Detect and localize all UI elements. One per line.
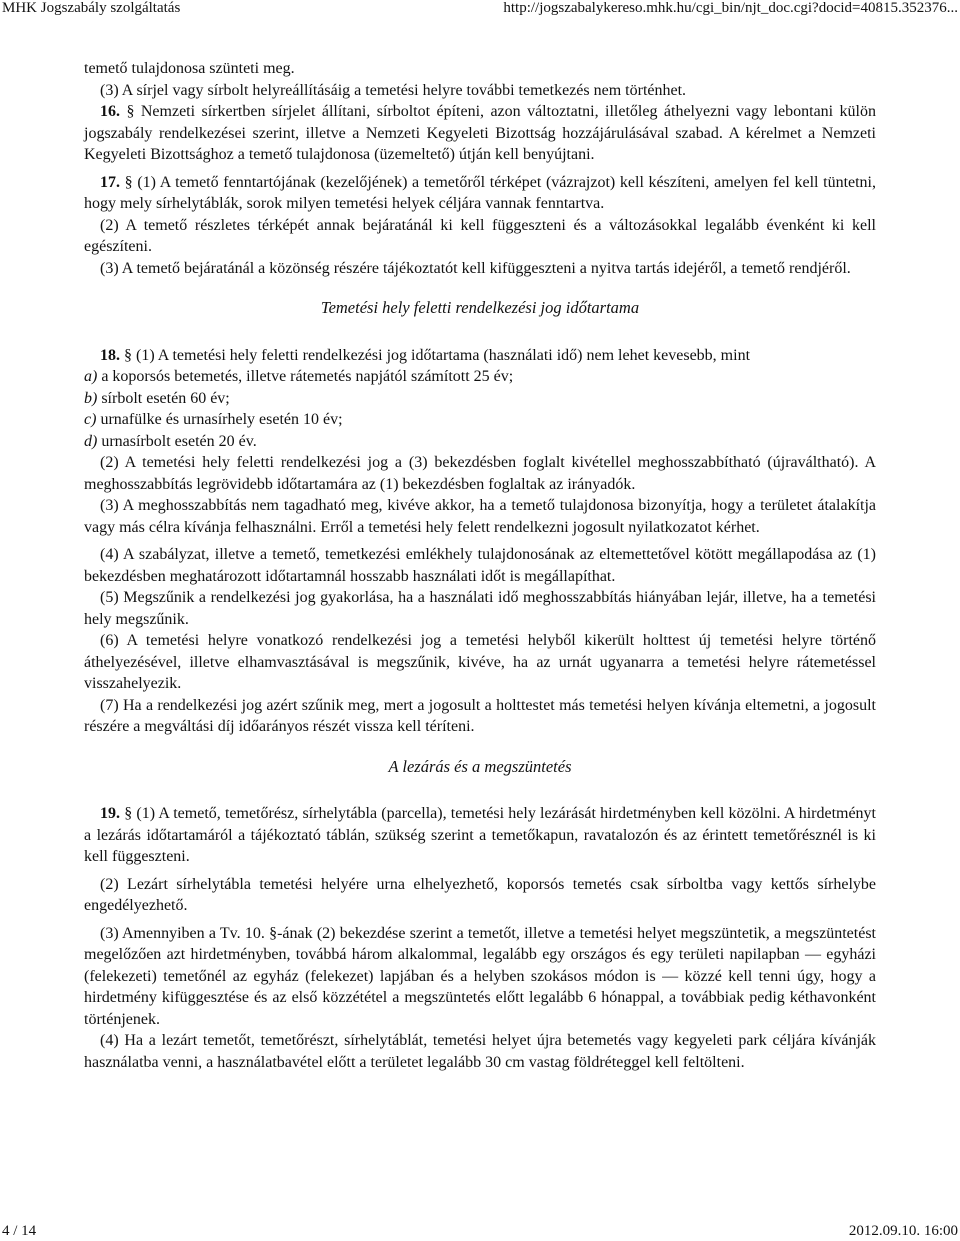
list-item: a) a koporsós betemetés, illetve rátemetés napjától számított 25 év; (84, 368, 514, 385)
document-body (84, 58, 876, 1073)
paragraph: (2) Lezárt sírhelytábla temetési helyére urna elhelyezhető, koporsós temetés csak sírboltba vagy kettős sírhelybe engedélyezhető. (84, 875, 876, 914)
section-sign: § (126, 103, 135, 120)
paragraph: (3) A temető bejáratánál a közönség részére tájékoztatót kell kifüggeszteni a nyitva tartás idejéről, a temető rendjéről. (100, 259, 851, 277)
section-sign: § (124, 346, 132, 364)
print-datetime: 2012.09.10. 16:00 (848, 1223, 958, 1239)
paragraph: (6) A temetési helyre vonatkozó rendelkezési jog a temetési helyből kikerült holttest új temetési helyre történő áthelyezésével, illetve elhamvasztásával is megszűnik, kivéve, ha az urnát ugyanarra a temetési helyre rátemetéssel visszahelyezik. (84, 632, 876, 692)
paragraph: (7) Ha a rendelkezési jog azért szűnik meg, mert a jogosult a holttestet más temetési helyen kívánja eltemetni, a jogosult részére a megváltási díj időarányos részét vissza kell téríteni. (84, 696, 876, 735)
paragraph: (3) A sírjel vagy sírbolt helyreállításáig a temetési helyre további temetkezés nem történhet. (100, 81, 687, 99)
section-number: 16. (100, 103, 120, 120)
paragraph: (2) A temető részletes térképét annak bejáratánál ki kell függeszteni és a változásokkal legalább évenként ki kell egészíteni. (84, 216, 876, 255)
paragraph: temető tulajdonosa szünteti meg. (84, 60, 295, 77)
section-19: 19. § (1) A temető, temetőrész, sírhelytábla (parcella), temetési hely lezárását hirdetményben kell közölni. A hirdetményt a lezárás időtartamáról a tájékoztató táblán, szükség szerint a temetőkapun, ravatalozón és az érintett temetőrésznél is ki kell függeszteni. (84, 805, 877, 865)
paragraph: (5) Megszűnik a rendelkezési jog gyakorlása, ha a használati idő meghosszabbítás hiányában lejár, illetve, ha a temetési hely megszűnik. (84, 589, 876, 628)
section-number: 17. (100, 173, 120, 191)
print-header (0, 0, 960, 20)
paragraph: (3) Amennyiben a Tv. 10. §-ának (2) bekezdése szerint a temetőt, illetve a temetési helyet megszüntetik, a megszüntetést megelőzően azt hirdetményben, továbbá három alkalommal, legalább egy országos és egy területi napilapban — egyházi (felekezeti) temetőnél az egyház (felekezet) lapjában és a helyben szokásos módon is — közzé kell tenni úgy, hogy a hirdetmény kifüggesztése és az első közzététel a megszüntetés előtt legalább 6 hónappal, a továbbiak pedig kéthavonként történjenek. (84, 924, 876, 1028)
paragraph: (2) A temetési hely feletti rendelkezési jog a (3) bekezdésben foglalt kivétellel meghosszabbítható (újraváltható). A meghosszabbítás legrövidebb időtartamára az (1) bekezdésben foglaltak az irányadók. (84, 454, 876, 493)
section-heading: Temetési hely feletti rendelkezési jog időtartama (320, 298, 640, 317)
section-number: 19. (100, 805, 120, 822)
item-list (84, 366, 876, 452)
section-17: 17. § (1) A temető fenntartójának (kezelőjének) a temetőről térképet (vázrajzot) kell készíteni, amelyen fel kell tüntetni, hogy mely sírhelytáblák, sorok milyen temetési helyek céljára vannak fenntartva. (84, 173, 877, 212)
list-item: b) sírbolt esetén 60 év; (84, 389, 230, 407)
section-sign: § (124, 805, 133, 822)
header-url: http://jogszabalykereso.mhk.hu/cgi_bin/njt_doc.cgi?docid=40815.352376... (503, 0, 958, 16)
paragraph: (3) A meghosszabbítás nem tagadható meg, kivéve akkor, ha a temető tulajdonosa bizonyítja, hogy a területet átalakítja vagy más célra kívánja felhasználni. Erről a temetési hely felett rendelkezni jogosult nyilatkozatot kérhet. (84, 497, 876, 536)
print-footer (0, 1223, 960, 1241)
section-sign: § (124, 173, 133, 191)
section-heading: A lezárás és a megszüntetés (388, 756, 572, 776)
header-title: MHK Jogszabály szolgáltatás (2, 0, 181, 16)
section-number: 18. (100, 346, 120, 364)
list-item: d) urnasírbolt esetén 20 év. (84, 432, 257, 450)
section-18: 18. § (1) A temetési hely feletti rendelkezési jog időtartama (használati idő) nem lehet kevesebb, mint (100, 346, 751, 364)
paragraph: (4) Ha a lezárt temetőt, temetőrészt, sírhelytáblát, temetési helyet újra betemetés vagy kegyeleti park céljára kívánják használatba venni, a használatbavétel előtt a területet legalább 30 cm vastag földréteggel kell feltölteni. (84, 1032, 876, 1071)
section-16: 16. § Nemzeti sírkertben sírjelet állítani, sírboltot építeni, azon változtatni, illetőleg áthelyezni vagy lebontani külön jogszabály rendelkezései szerint, illetve a Nemzeti Kegyeleti Bizottság hozzájárulásával szabad. A kérelmet a Nemzeti Kegyeleti Bizottsághoz a temető tulajdonosa (üzemeltető) útján kell benyújtani. (84, 103, 877, 163)
paragraph: (4) A szabályzat, illetve a temető, temetkezési emlékhely tulajdonosának az eltemettetővel kötött megállapodása az (1) bekezdésben meghatározott időtartamnál hosszabb használati időt is megállapíthat. (84, 546, 876, 585)
list-item: c) urnafülke és urnasírhely esetén 10 év; (84, 411, 343, 428)
page-number: 4 / 14 (2, 1223, 37, 1239)
